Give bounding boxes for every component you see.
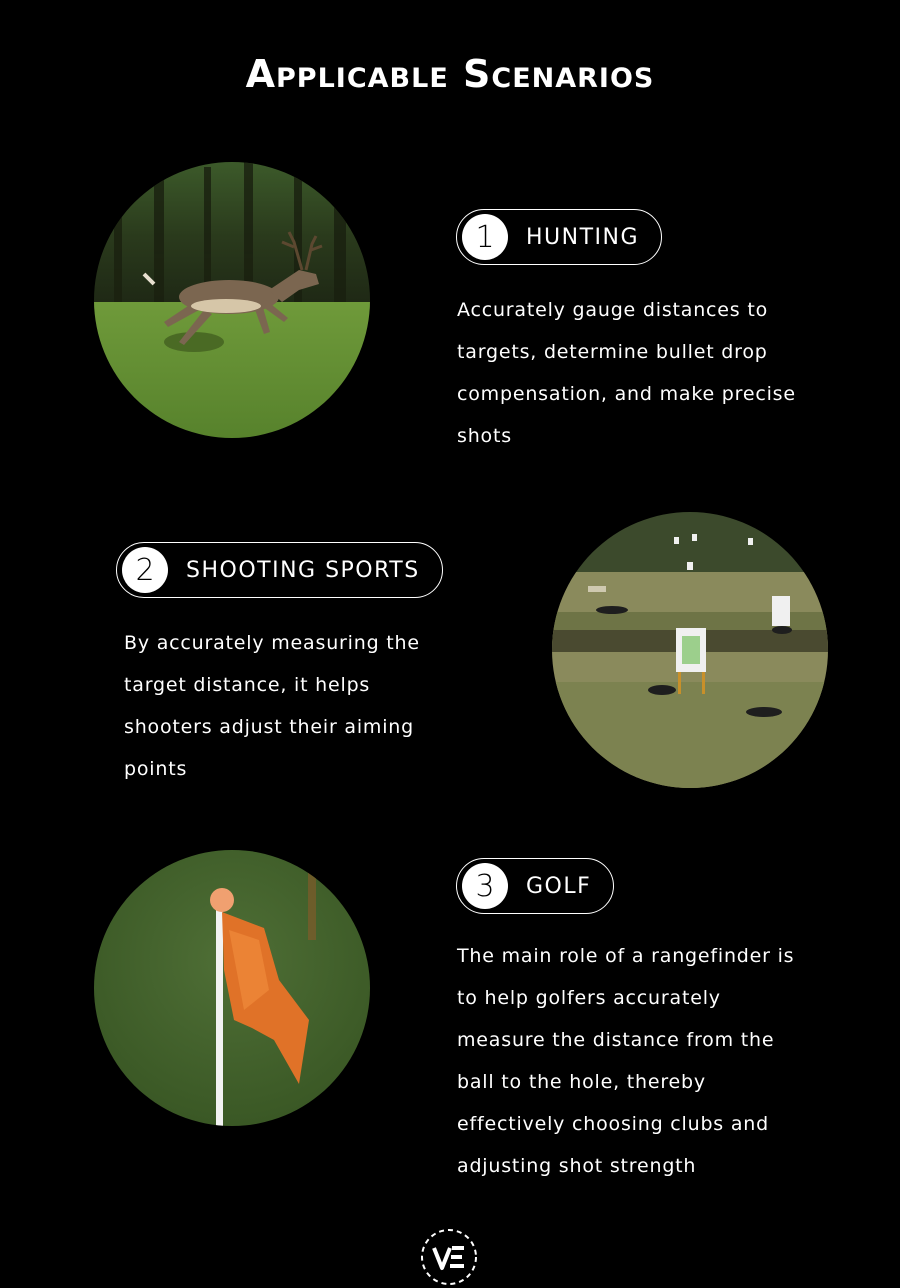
deer-running-photo: [94, 162, 370, 438]
page-title: Applicable Scenarios: [245, 52, 655, 96]
scenario-description: By accurately measuring the target distance, it helps shooters adjust their aiming points: [124, 632, 420, 780]
scenario-label: SHOOTING SPORTS: [186, 557, 420, 583]
golf-flag-photo: [94, 850, 370, 1126]
scenario-pill-golf: [456, 858, 614, 914]
scenario-number-badge: 1: [462, 214, 508, 260]
scenario-label: HUNTING: [526, 224, 640, 250]
scenario-label: GOLF: [526, 873, 592, 899]
scenario-description: The main role of a rangefinder is to help golfers accurately measure the distance from the ball to the hole, thereby effectively choosing clubs and adjusting shot strength: [457, 945, 795, 1177]
scenario-number-badge: 3: [462, 863, 508, 909]
shooting-range-photo: [552, 512, 828, 788]
scenario-description: Accurately gauge distances to targets, determine bullet drop compensation, and make precise shots: [457, 299, 796, 447]
scenario-number-badge: 2: [122, 547, 168, 593]
brand-logo-icon: [420, 1228, 478, 1286]
scenario-pill-hunting: [456, 209, 662, 265]
scenario-pill-shooting-sports: [116, 542, 443, 598]
